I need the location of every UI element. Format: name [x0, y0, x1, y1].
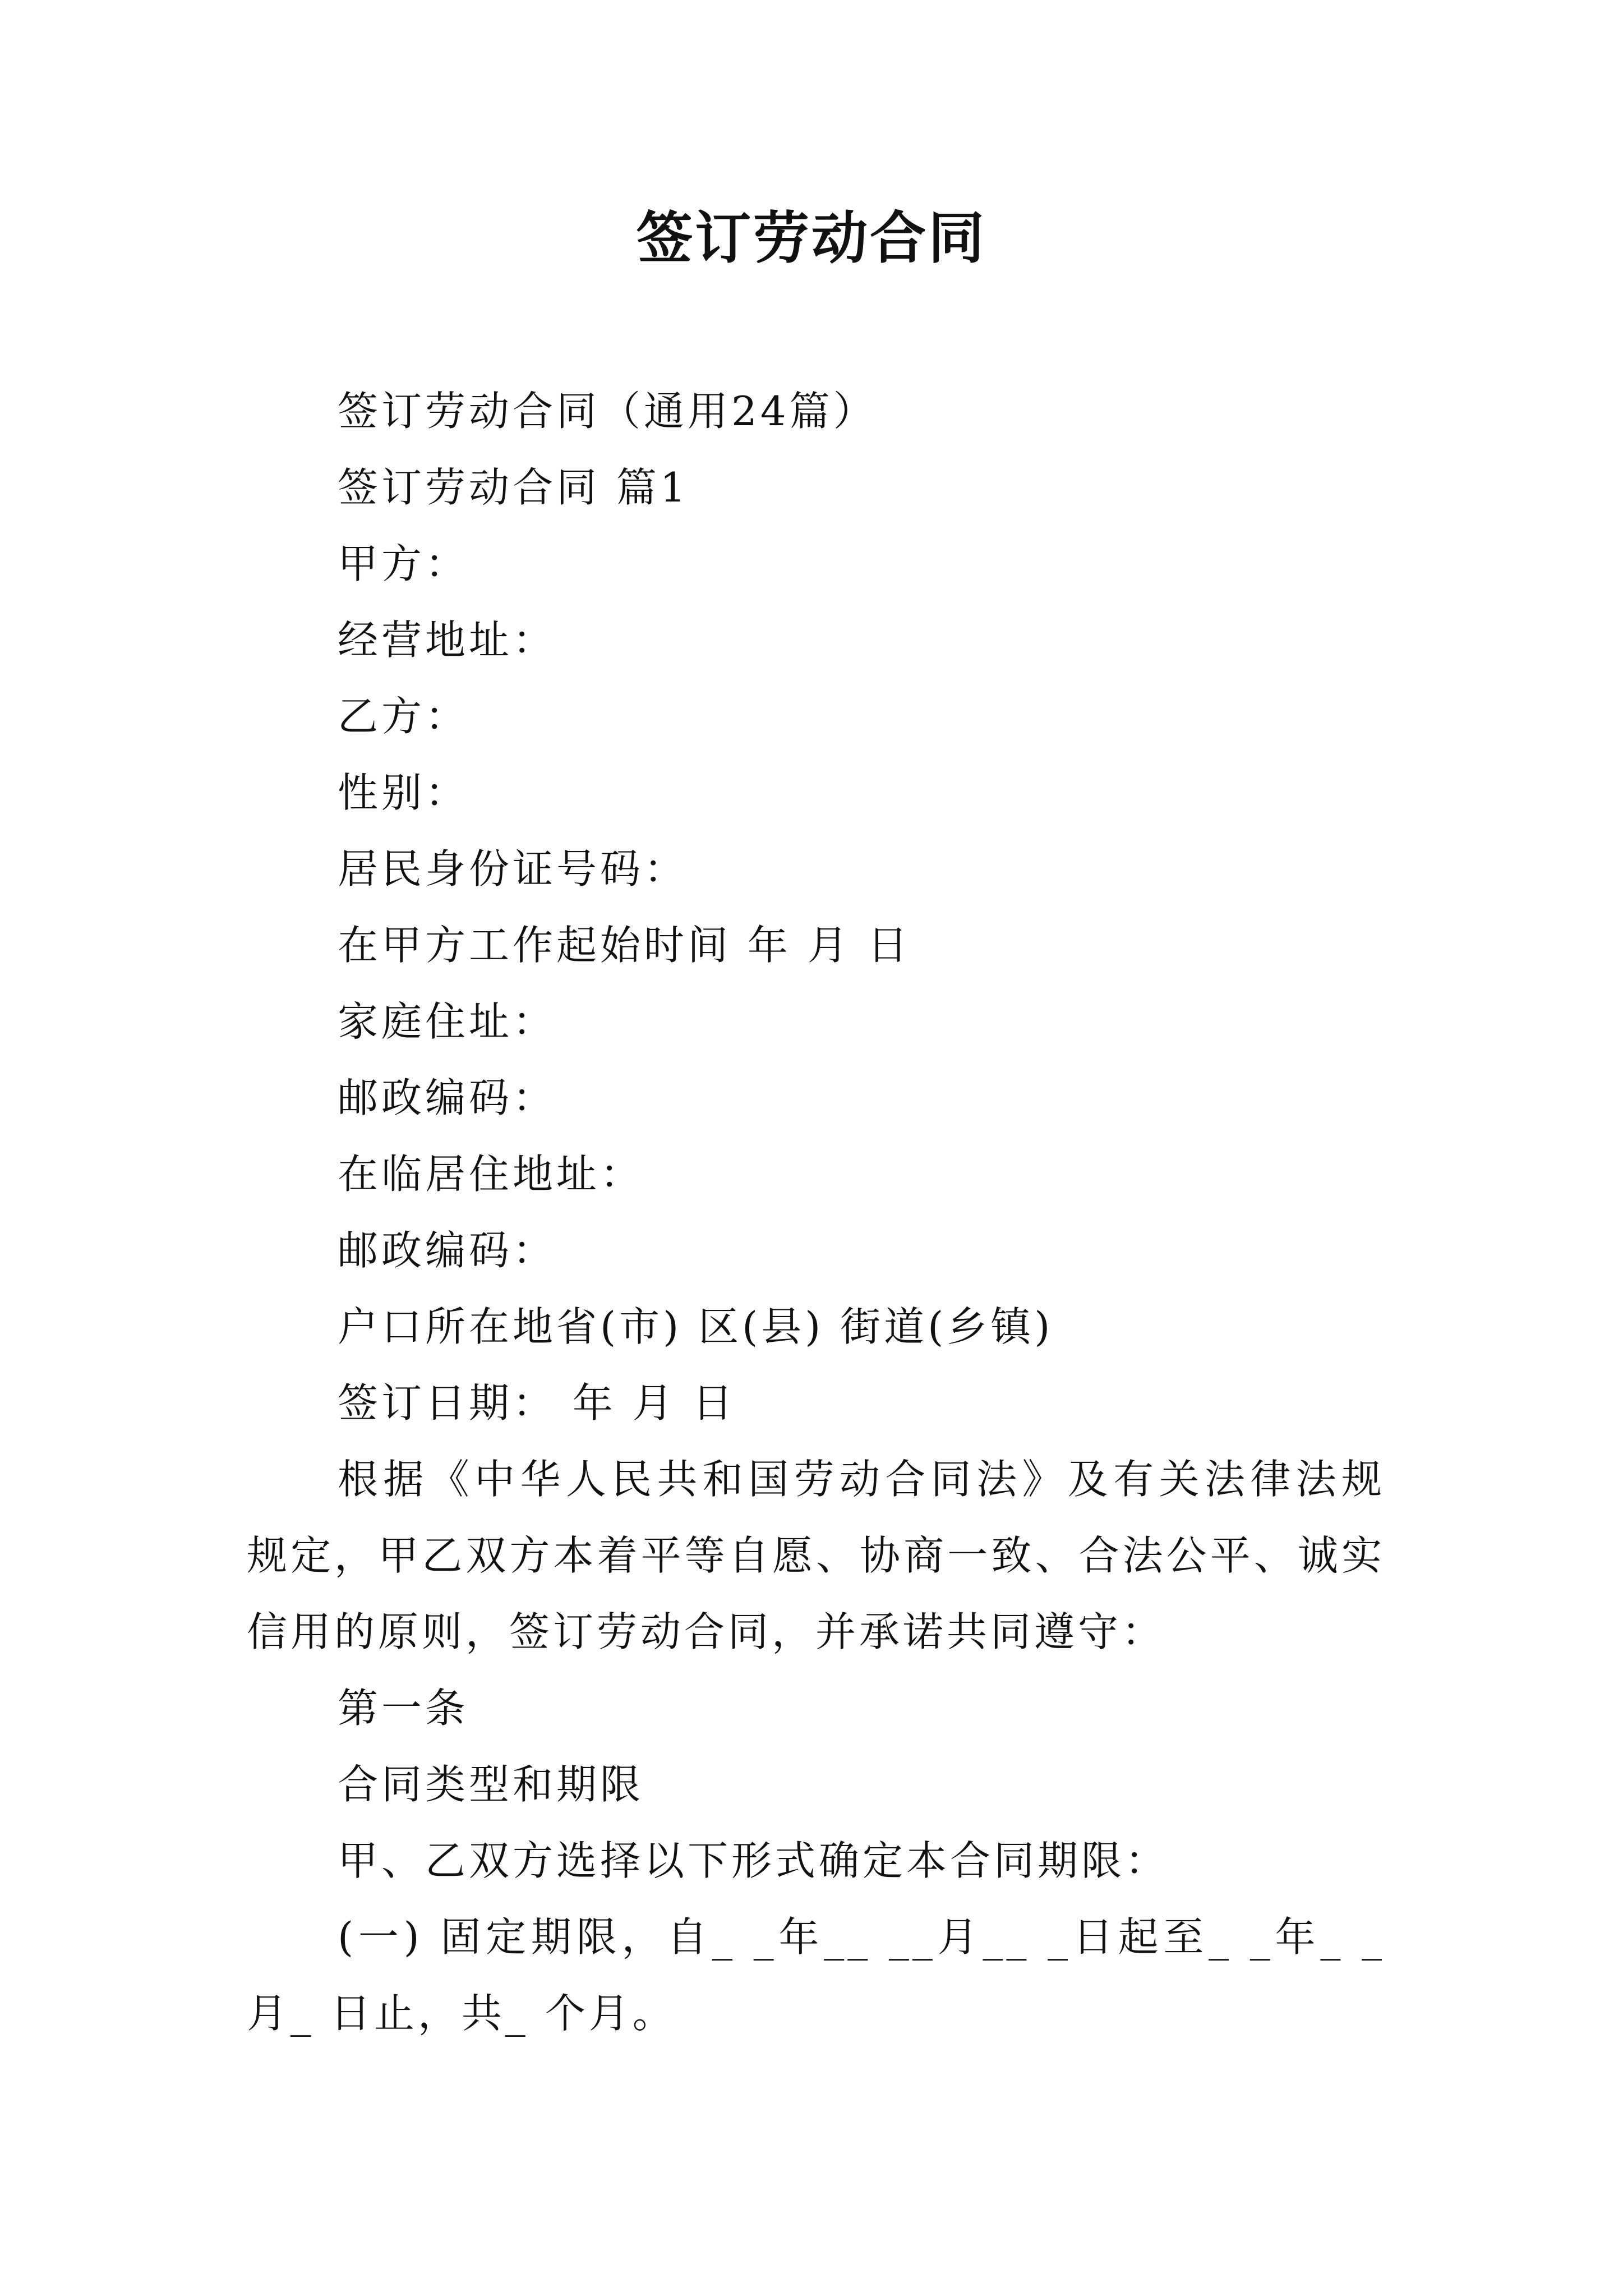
start-date-field: 在甲方工作起始时间 年 月 日 — [338, 922, 911, 969]
fixed-term-clause: (一) 固定期限，自_ _年__ __月__ _日起至_ _年_ _月_ 日止，共_ 个月。 — [247, 1913, 1385, 2037]
preamble-paragraph: 根据《中华人民共和国劳动合同法》及有关法律法规规定，甲乙双方本着平等自愿、协商一致、合法公平、诚实信用的原则，签订劳动合同，并承诺共同遵守： — [247, 1456, 1385, 1655]
document-title: 签订劳动合同 — [637, 205, 986, 271]
business-address-field: 经营地址： — [338, 616, 557, 664]
temp-address-field: 在临居住地址： — [338, 1151, 644, 1198]
household-registration-field: 户口所在地省(市) 区(县) 街道(乡镇) — [338, 1303, 1054, 1350]
postcode-field: 邮政编码： — [338, 1074, 557, 1121]
party-b-field: 乙方： — [338, 693, 469, 740]
signing-date-field: 签订日期： 年 月 日 — [338, 1379, 736, 1427]
article-number: 第一条 — [338, 1685, 469, 1732]
gender-field: 性别： — [338, 769, 469, 816]
section-heading: 签订劳动合同 篇1 — [338, 464, 689, 511]
subtitle-line: 签订劳动合同（通用24篇） — [338, 388, 877, 435]
term-intro: 甲、乙双方选择以下形式确定本合同期限： — [338, 1837, 1169, 1884]
id-number-field: 居民身份证号码： — [338, 845, 688, 892]
article-title: 合同类型和期限 — [338, 1761, 644, 1808]
home-address-field: 家庭住址： — [338, 998, 557, 1045]
document-body — [247, 373, 1385, 2051]
party-a-field: 甲方： — [338, 540, 469, 587]
postcode-field: 邮政编码： — [338, 1227, 557, 1274]
